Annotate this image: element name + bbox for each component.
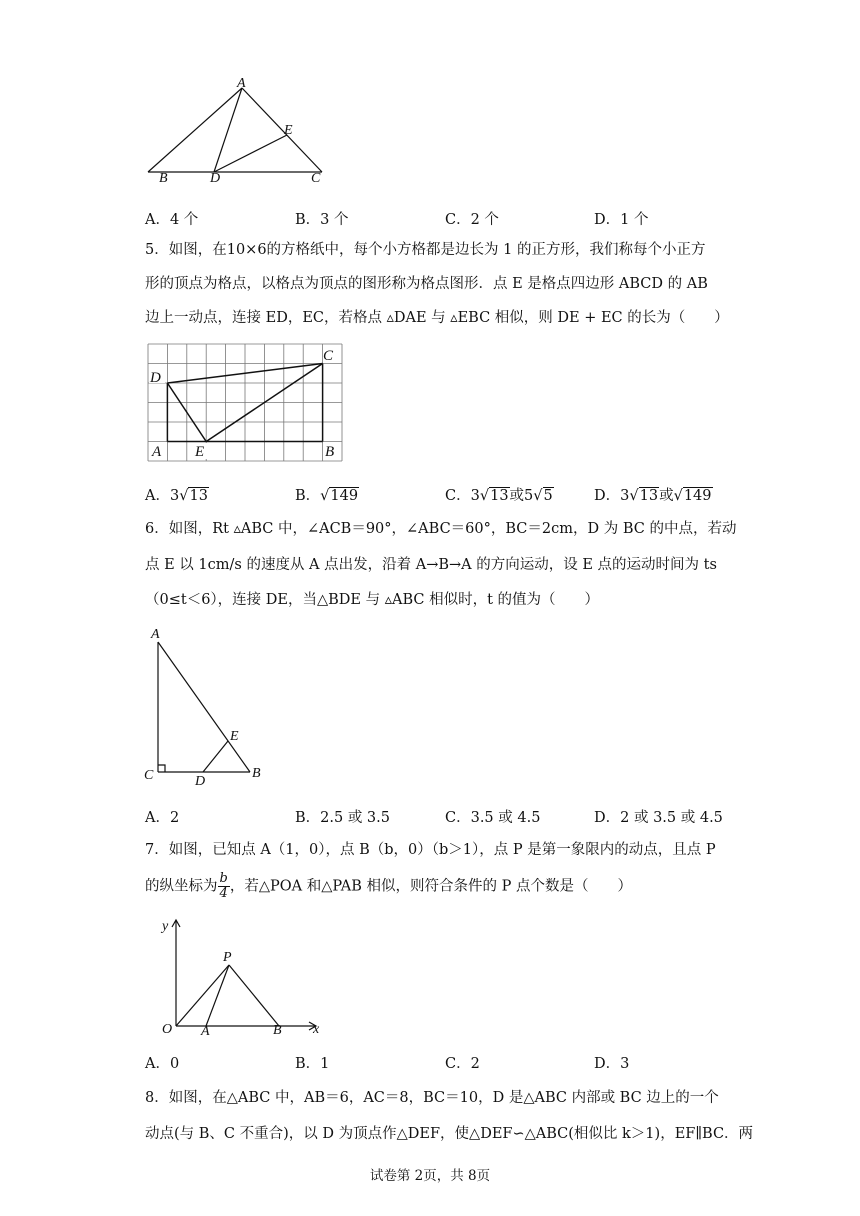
label-b: B [325,444,335,460]
label-e: E [284,123,293,138]
q4-option-d: D．1 个 [594,212,649,228]
q6-option-b: B．2.5 或 3.5 [295,810,390,826]
q7-option-b: B．1 [295,1056,330,1072]
label-a: A [237,78,246,91]
q6-right-triangle-figure [140,620,280,795]
page-footer: 试卷第 2页，共 8页 [369,1168,491,1184]
q6-option-c: C．3.5 或 4.5 [445,810,541,826]
q5-line-3: 边上一动点，连接 ED，EC，若格点 ▵DAE 与 ▵EBC 相似，则 DE + EC 的长为（ ） [145,310,729,326]
label-y: y [162,919,169,934]
q6-option-d: D．2 或 3.5 或 4.5 [594,810,723,826]
label-c: C [311,171,321,186]
label-a: A [151,627,160,642]
q7-option-a: A．0 [145,1056,180,1072]
label-d: D [210,171,221,186]
label-b: B [273,1023,282,1038]
q8-line-1: 8．如图，在△ABC 中，AB＝6，AC＝8，BC＝10，D 是△ABC 内部或 BC 边上的一个 [145,1090,719,1106]
label-e: E [195,444,205,460]
q7-option-d: D．3 [594,1056,630,1072]
label-c: C [144,768,154,783]
q6-line-2: 点 E 以 1cm/s 的速度从 A 点出发，沿着 A→B→A 的方向运动，设 E 点的运动时间为 ts [145,557,717,573]
q5-option-a: A．3√13 [145,488,208,504]
q5-grid-figure [140,340,350,465]
fraction-b-over-4: $\frac{b}{4}$ [219,871,228,901]
q5-option-b: B．√149 [295,488,359,504]
label-o: O [162,1022,173,1037]
q7-option-c: C．2 [445,1056,480,1072]
q5-option-d: D．3√13或√149 [594,488,712,504]
q4-option-b: B．3 个 [295,212,349,228]
q4-option-a: A．4 个 [145,212,199,228]
q8-line-2: 动点(与 B、C 不重合)，以 D 为顶点作△DEF，使△DEF∽△ABC(相似比 k＞1)，EF∥BC．两 [145,1126,754,1142]
q5-line-2: 形的顶点为格点，以格点为顶点的图形称为格点图形．点 E 是格点四边形 ABCD 的 AB [145,276,708,292]
q7-coordinate-figure [150,908,340,1038]
q6-option-a: A．2 [145,810,180,826]
q4-option-c: C．2 个 [445,212,499,228]
label-d: D [195,774,206,789]
label-x: x [313,1022,320,1037]
label-c: C [323,348,334,364]
q7-line-2: 的纵坐标为 $\frac{b}{4}$ ，若△POA 和△PAB 相似，则符合条件的 P 点个数是（ ） [145,871,632,901]
label-b: B [159,171,168,186]
q6-line-1: 6．如图，Rt ▵ABC 中，∠ACB＝90°，∠ABC＝60°，BC＝2cm，D 为 BC 的中点，若动 [145,521,737,537]
label-d: D [150,370,161,386]
label-p: P [223,950,232,965]
q6-line-3: （0≤t＜6），连接 DE，当△BDE 与 ▵ABC 相似时，t 的值为（ ） [145,592,600,608]
q7-line-1: 7．如图，已知点 A（1，0），点 B（b，0）（b＞1），点 P 是第一象限内的动点，且点 P [145,842,716,858]
label-a: A [152,444,162,460]
label-a: A [201,1024,210,1038]
q5-line-1: 5．如图，在10×6的方格纸中，每个小方格都是边长为 1 的正方形，我们称每个小正方 [145,242,706,258]
label-e: E [230,729,239,744]
q5-option-c: C．3√13或5√5 [445,488,553,504]
q4-triangle-figure [140,78,340,188]
label-b: B [252,766,261,781]
